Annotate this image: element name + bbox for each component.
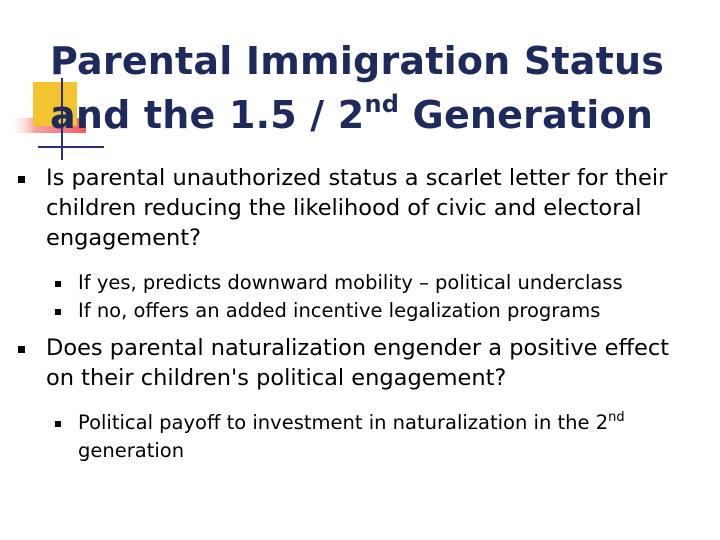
sub-bullet-item-2-1-prefix: Political payoff to investment in naturalization in the 2 xyxy=(78,411,609,434)
bullet-item-2-text: Does parental naturalization engender a positive effect on their children's political engagement? xyxy=(46,335,670,391)
square-bullet-icon xyxy=(55,281,61,287)
bullet-list xyxy=(0,163,720,465)
square-bullet-icon xyxy=(55,421,61,427)
sub-bullet-item-2-1-suffix: generation xyxy=(78,439,185,462)
sub-bullet-item-1-2-text: If no, offers an added incentive legalization programs xyxy=(78,299,601,322)
square-bullet-icon xyxy=(18,346,25,353)
sub-bullet-item-1-1-text: If yes, predicts downward mobility – political underclass xyxy=(78,271,623,294)
bullet-item-1-text: Is parental unauthorized status a scarlet letter for their children reducing the likelihood of civic and electoral engagement? xyxy=(46,165,668,251)
title-line-2-prefix: and the 1.5 / 2 xyxy=(50,93,365,137)
square-bullet-icon xyxy=(55,309,61,315)
title-line-2-suffix: Generation xyxy=(399,93,654,137)
bullet-item-1 xyxy=(0,163,720,253)
square-bullet-icon xyxy=(18,176,25,183)
title-line-1: Parental Immigration Status xyxy=(50,39,665,83)
title-line-2-superscript: nd xyxy=(364,90,400,118)
bullet-item-2 xyxy=(0,333,720,393)
slide-title xyxy=(50,34,710,142)
sub-bullet-item-2-1 xyxy=(0,409,720,465)
sub-bullet-item-1-1 xyxy=(0,269,720,297)
sub-bullet-item-1-2 xyxy=(0,297,720,325)
sub-bullet-item-2-1-superscript: nd xyxy=(608,410,625,425)
